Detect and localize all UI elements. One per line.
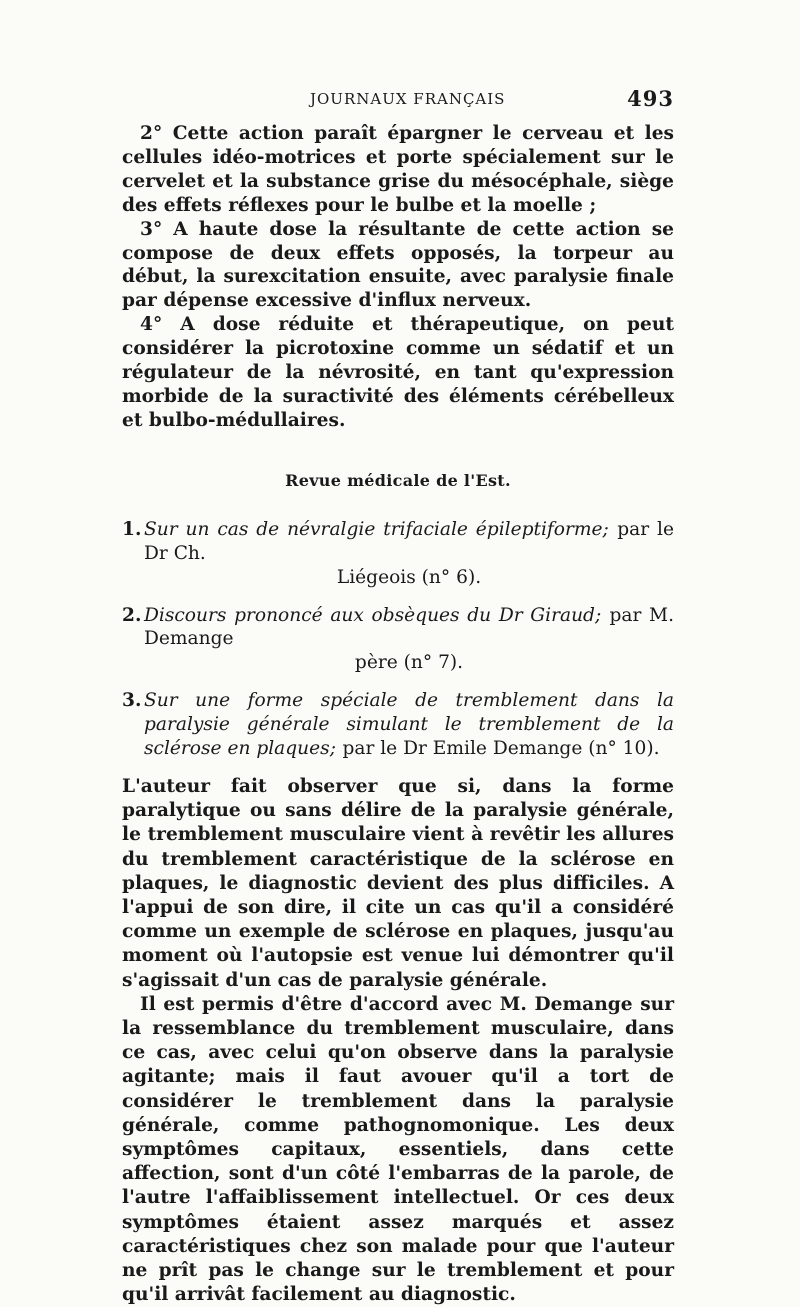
running-title: JOURNAUX FRANÇAIS — [310, 90, 506, 108]
book-page — [122, 86, 674, 1307]
reference-list — [122, 518, 674, 761]
reference-number: 1. — [122, 518, 142, 540]
paragraph-point-2: 2° Cette action paraît épargner le cerveau et les cellules idéo-motrices et porte spécialement sur le cervelet et la substance grise du mésocéphale, siège des effets réflexes pour le bulbe et la moelle ; — [122, 123, 674, 216]
reference-title: Sur une forme spéciale de tremblement dans la paralysie générale simulant le tremblement de la sclérose en plaques; — [144, 690, 674, 760]
reference-author: par M. Demange — [144, 604, 674, 650]
section-heading: Revue médicale de l'Est. — [285, 470, 511, 490]
reference-item — [122, 518, 674, 590]
reference-title: Sur un cas de névralgie trifaciale épileptiforme; — [144, 518, 609, 540]
intro-text — [122, 122, 674, 433]
review-text — [122, 775, 674, 1307]
reference-author: par le Dr Emile Demange (n° 10). — [342, 738, 660, 760]
reference-item — [122, 689, 674, 761]
reference-continuation: Liégeois (n° 6). — [336, 566, 482, 588]
reference-number: 2. — [122, 604, 142, 626]
review-paragraph: L'auteur fait observer que si, dans la forme paralytique ou sans délire de la paralysie générale, le tremblement musculaire vient à revêtir les allures du tremblement caractéristique de la sclérose en plaques, le diagnostic devient des plus difficiles. A l'appui de son dire, il cite un cas qu'il a considéré comme un exemple de sclérose en plaques, jusqu'au moment où l'autopsie est venue lui démontrer qu'il s'agissait d'un cas de paralysie générale. — [122, 775, 674, 991]
reference-number: 3. — [122, 690, 142, 712]
review-paragraph: Il est permis d'être d'accord avec M. Demange sur la ressemblance du tremblement musculaire, dans ce cas, avec celui qu'on observe dans la paralysie agitante; mais il faut avouer qu'il a tort de considérer le tremblement dans la paralysie générale, comme pathognomonique. Les deux symptômes capitaux, essentiels, dans cette affection, sont d'un côté l'embarras de la parole, de l'autre l'affaiblissement intellectuel. Or ces deux symptômes étaient assez marqués et assez caractéristiques chez son malade pour que l'auteur ne prît pas le change sur le tremblement et pour qu'il arrivât facilement au diagnostic. — [122, 993, 674, 1306]
reference-title: Discours prononcé aux obsèques du Dr Giraud; — [144, 604, 602, 626]
reference-continuation: père (n° 7). — [354, 652, 464, 674]
page-number: 493 — [627, 86, 674, 111]
reference-author: par le Dr Ch. — [144, 518, 674, 564]
running-head — [122, 86, 674, 114]
paragraph-point-4: 4° A dose réduite et thérapeutique, on peut considérer la picrotoxine comme un sédatif et un régulateur de la névrosité, en tant qu'expression morbide de la suractivité des éléments cérébelleux et bulbo-médullaires. — [122, 314, 674, 431]
paragraph-point-3: 3° A haute dose la résultante de cette action se compose de deux effets opposés, la torpeur au début, la surexcitation ensuite, avec paralysie finale par dépense excessive d'influx nerveux. — [122, 218, 674, 312]
reference-item — [122, 604, 674, 676]
